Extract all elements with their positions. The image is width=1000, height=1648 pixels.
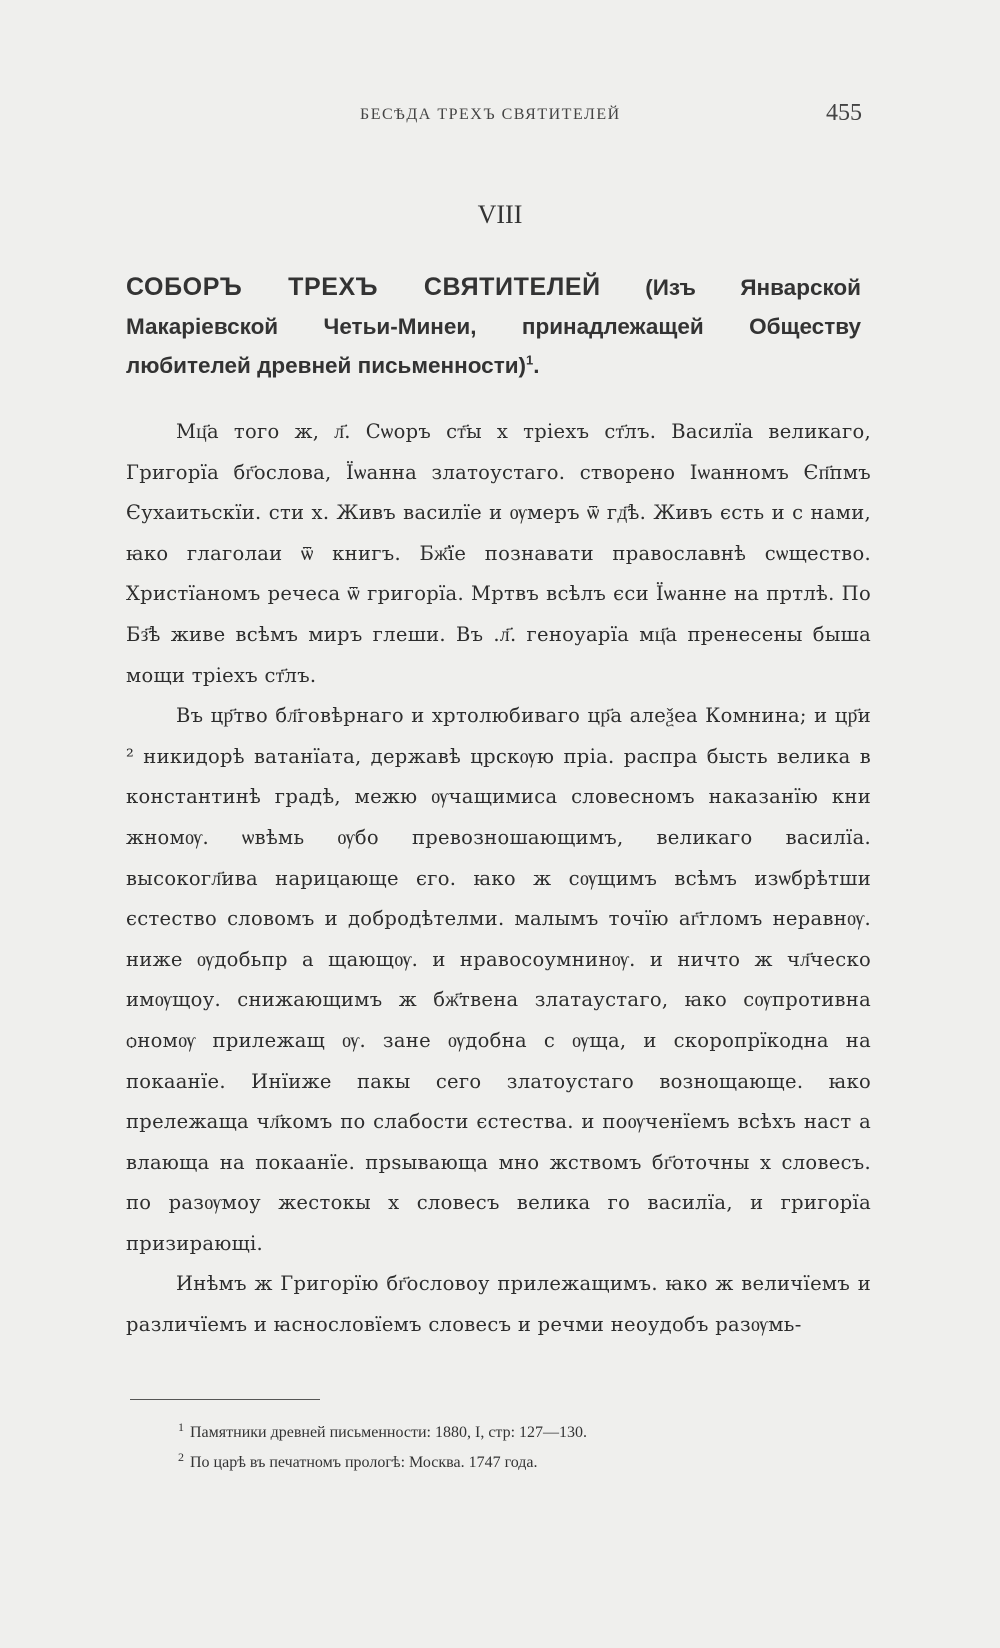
paragraph-2: Въ цр҃тво бл҃говѣрнаго и хртолюбиваго цр҃а алеѯеа Комнина; и цр҃и ² никидорѣ ватанїата, державѣ црскѹю пріа. распра бысть велика в константинѣ градѣ, межю ѹчащимиса словесномъ наказанїю кни жномѹ. ѡвѣмь ѹбо превозношающимъ, великаго василїа. высокогл҃ива нарицающе єго. ꙗко ж сѹщимъ всѣмъ изѡбрѣтши єстество словомъ и добродѣтелми. малымъ точїю аг҃гломъ неравнѹ. ниже ѹдобьпр а щающѹ. и нравосоумнинѹ. и ничто ж чл҃ческо имѹщоу. снижающимъ ж бж҃твена златаустаго, ꙗко сѹпротивна ѻномѹ прилежащ ѹ. зане ѹдобна с ѹща, и скоропрїкодна на покаанїе. Инїиже пакы сего златоустаго вознощающе. ꙗко прележаща чл҃комъ по слабости єстества. и поѹченїемъ всѣхъ наст а влающа на покаанїе. прѕывающа мно жствомъ бг҃оточны х словесъ. по разѹмоу жестокы х словесъ велика го василїа, и григорїа призирающі. bbox=[126, 704, 871, 1255]
heading-source: (Изъ Январской Макаріевской Четьи-Минеи, принадлежащей Обществу любителей древней письменности) bbox=[126, 275, 861, 378]
heading-caps: СОБОРЪ ТРЕХЪ СВЯТИТЕЛЕЙ bbox=[126, 273, 601, 301]
footnote-text: Памятники древней письменности: 1880, I, стр: 127—130. bbox=[190, 1424, 588, 1441]
paragraph-1: Мц҃а того ж, л҃. Сѡоръ ст҃ы х тріехъ ст҃лъ. Василїа великаго, Григорїа бг҃ослова, Їѡанна златоустаго. створено Іѡанномъ Єп҃пмъ Єухаитьскїи. сти х. Живъ василїе и ѹмеръ ѿ гд҃ѣ. Живъ єсть и с нами, ꙗко глаголаи ѿ книгъ. Бж҃їе познавати православнѣ сѡщество. Христїаномъ речеса ѿ григорїа. Мртвъ всѣлъ єси Їѡанне на пртлѣ. По Бз҃ѣ живе всѣмъ миръ глеши. Въ .л҃. геноуарїа мц҃а пренесены быша мощи тріехъ ст҃лъ. bbox=[126, 420, 871, 687]
footnote-ref-1[interactable]: 1 bbox=[526, 352, 534, 368]
footnote-divider bbox=[130, 1399, 320, 1400]
footnote-text: По царѣ въ печатномъ прологѣ: Москва. 1747 года. bbox=[190, 1454, 538, 1471]
footnote-1 bbox=[178, 1418, 868, 1448]
body-text bbox=[126, 412, 871, 1346]
section-heading bbox=[126, 268, 861, 385]
paragraph-3: Инѣмъ ж Григорїю бг҃ословоу прилежащимъ. ꙗко ж величїемъ и различїемъ и ꙗснословїемъ словесъ и речми неоудобъ разѹмь- bbox=[126, 1272, 871, 1337]
running-title: БЕСѢДА ТРЕХЪ СВЯТИТЕЛЕЙ bbox=[360, 106, 621, 123]
section-number: VIII bbox=[477, 200, 523, 229]
page-number: 455 bbox=[826, 100, 862, 126]
footnote-number: 2 bbox=[178, 1449, 184, 1464]
footnote-2 bbox=[178, 1448, 868, 1478]
footnote-number: 1 bbox=[178, 1419, 184, 1434]
footnotes bbox=[178, 1418, 868, 1478]
heading-period: . bbox=[533, 353, 540, 378]
